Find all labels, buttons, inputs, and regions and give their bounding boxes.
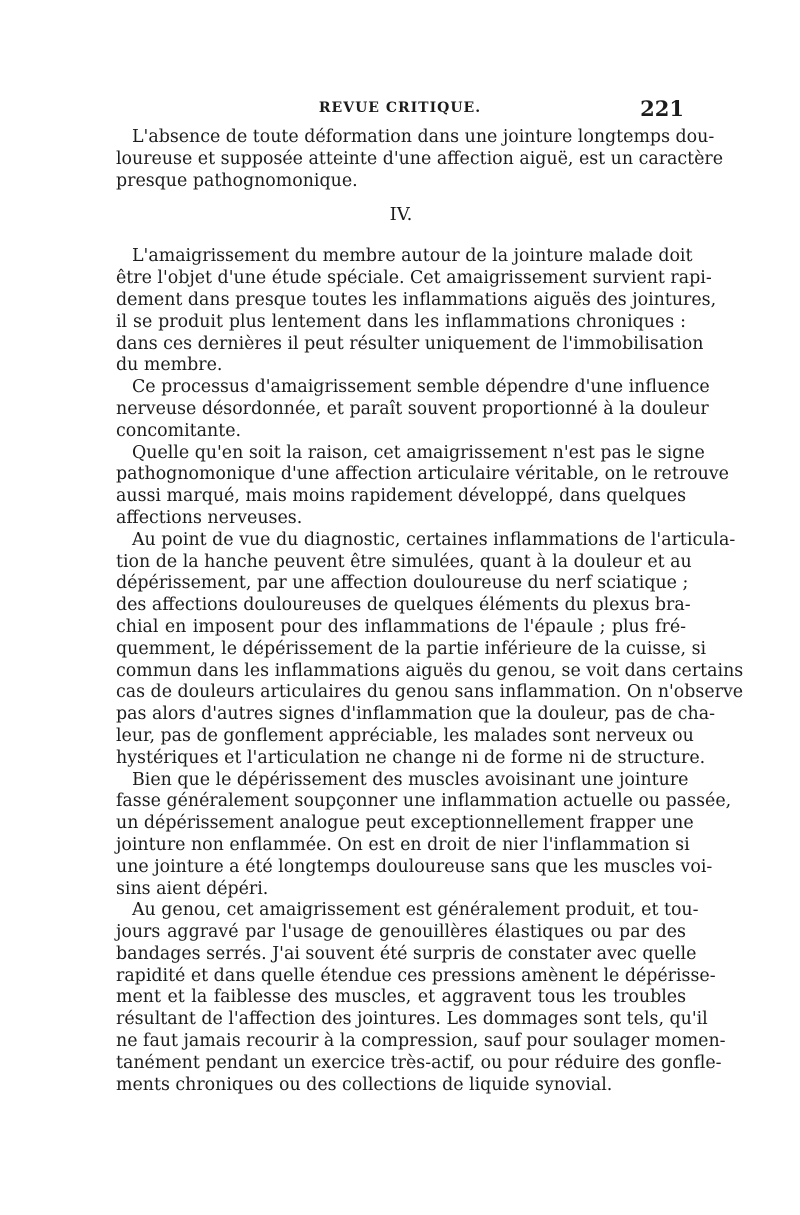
text-line: Bien que le dépérissement des muscles avoisinant une jointure	[132, 769, 689, 790]
text-line: quemment, le dépérissement de la partie inférieure de la cuisse, si	[116, 638, 707, 659]
body-text	[116, 127, 744, 1096]
text-line: Ce processus d'amaigrissement semble dépendre d'une influence	[132, 377, 710, 398]
text-line: être l'objet d'une étude spéciale. Cet amaigrissement survient rapi-	[116, 268, 712, 289]
text-line: rapidité et dans quelle étendue ces pressions amènent le dépérisse-	[116, 965, 716, 986]
paragraph-2	[116, 246, 717, 377]
paragraph-4	[116, 442, 729, 530]
text-line: jours aggravé par l'usage de genouillères élastiques ou par des	[116, 922, 686, 943]
paragraph-1	[116, 127, 724, 192]
text-line: chial en imposent pour des inflammations de l'épaule ; plus fré-	[116, 616, 686, 637]
paragraph-5	[116, 529, 744, 770]
text-line: jointure non enflammée. On est en droit de nier l'inflammation si	[116, 834, 690, 855]
text-line: tion de la hanche peuvent être simulées, quant à la douleur et au	[116, 551, 692, 572]
text-line: ments chroniques ou des collections de liquide synovial.	[116, 1074, 613, 1095]
text-line: pathognomonique d'une affection articulaire véritable, on le retrouve	[116, 464, 729, 485]
text-line: aussi marqué, mais moins rapidement développé, dans quelques	[116, 486, 686, 507]
text-line: commun dans les inflammations aiguës du genou, se voit dans certains	[116, 660, 744, 681]
paragraph-7	[116, 900, 726, 1096]
text-line: ment et la faiblesse des muscles, et aggravent tous les troubles	[116, 987, 686, 1008]
text-line: Au point de vue du diagnostic, certaines inflammations de l'articula-	[132, 529, 736, 550]
text-line: concomitante.	[116, 420, 242, 441]
text-line: L'amaigrissement du membre autour de la jointure malade doit	[132, 246, 693, 267]
text-line: une jointure a été longtemps douloureuse sans que les muscles voi-	[116, 856, 713, 877]
text-line: dépérissement, par une affection douloureuse du nerf sciatique ;	[116, 573, 689, 594]
paragraph-6	[116, 769, 732, 901]
text-line: résultant de l'affection des jointures. Les dommages sont tels, qu'il	[116, 1009, 708, 1030]
text-line: loureuse et supposée atteinte d'une affection aiguë, est un caractère	[116, 148, 724, 169]
paragraph-3	[116, 377, 710, 442]
text-line: hystériques et l'articulation ne change ni de forme ni de structure.	[116, 747, 706, 768]
page-header	[116, 98, 684, 124]
text-line: pas alors d'autres signes d'inflammation que la douleur, pas de cha-	[116, 704, 715, 725]
text-line: leur, pas de gonflement appréciable, les malades sont nerveux ou	[116, 725, 694, 746]
text-line: fasse généralement soupçonner une inflammation actuelle ou passée,	[116, 791, 732, 812]
text-line: cas de douleurs articulaires du genou sans inflammation. On n'observe	[116, 682, 744, 703]
text-line: dement dans presque toutes les inflammations aiguës des jointures,	[116, 289, 717, 310]
text-line: L'absence de toute déformation dans une jointure longtemps dou-	[132, 127, 715, 147]
text-line: bandages serrés. J'ai souvent été surpris de constater avec quelle	[116, 943, 697, 964]
text-line: il se produit plus lentement dans les inflammations chroniques :	[116, 311, 686, 332]
text-line: un dépérissement analogue peut exceptionnellement frapper une	[116, 813, 694, 834]
section-number: IV.	[389, 204, 413, 226]
text-line: affections nerveuses.	[116, 507, 303, 528]
text-line: ne faut jamais recourir à la compression, sauf pour soulager momen-	[116, 1031, 726, 1052]
page-number: 221	[640, 96, 684, 121]
text-line: nerveuse désordonnée, et paraît souvent proportionné à la douleur	[116, 398, 709, 419]
text-line: sins aient dépéri.	[116, 878, 269, 899]
running-title: REVUE CRITIQUE.	[318, 100, 482, 116]
text-line: tanément pendant un exercice très-actif, ou pour réduire des gonfle-	[116, 1052, 722, 1073]
text-line: Quelle qu'en soit la raison, cet amaigrissement n'est pas le signe	[132, 442, 705, 463]
text-line: Au genou, cet amaigrissement est généralement produit, et tou-	[132, 900, 699, 921]
text-line: du membre.	[116, 355, 223, 376]
text-line: presque pathognomonique.	[116, 170, 358, 191]
text-line: dans ces dernières il peut résulter uniquement de l'immobilisation	[116, 333, 704, 354]
text-line: des affections douloureuses de quelques éléments du plexus bra-	[116, 595, 691, 616]
